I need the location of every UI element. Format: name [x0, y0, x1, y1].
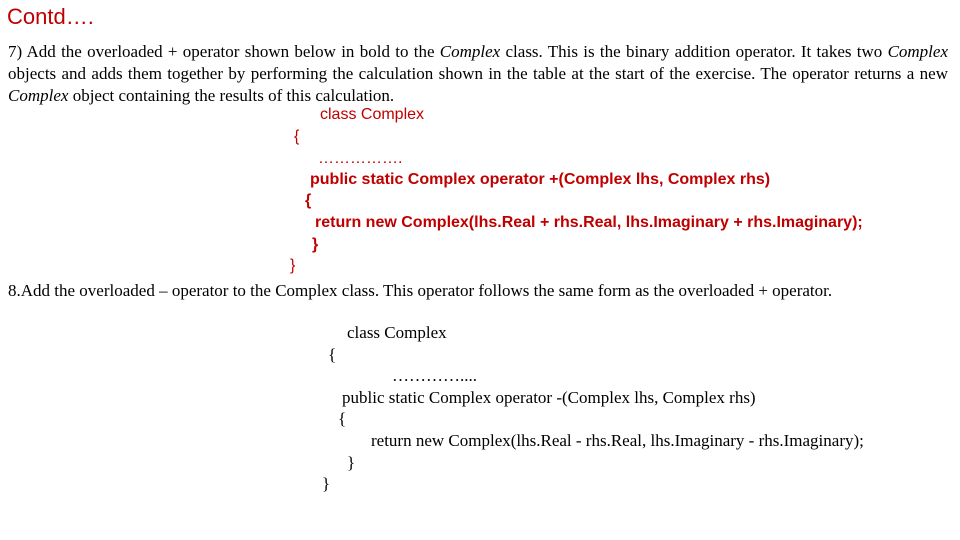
code8-open-brace: { — [328, 345, 337, 364]
code7-method-close-brace: } — [312, 236, 319, 253]
code7-open-brace: { — [294, 128, 300, 145]
code8-close-brace: } — [322, 474, 331, 493]
code7-close-brace: } — [290, 257, 296, 274]
code8-class-decl: class Complex — [347, 323, 447, 342]
code7-class-decl: class Complex — [320, 106, 425, 123]
code8-method-close-brace: } — [347, 453, 356, 472]
instruction-8: 8.Add the overloaded – operator to the Complex class. This operator follows the same form as the overloaded + operator. — [8, 281, 833, 300]
instruction-7-emph-1: Complex — [439, 42, 501, 61]
code7-ellipsis: ……………. — [318, 150, 403, 167]
code8-method-open-brace: { — [338, 409, 347, 428]
instruction-7 — [8, 41, 948, 107]
instruction-7-text-d: object containing the results of this calculation. — [68, 86, 395, 105]
code8-ellipsis: ………….... — [392, 366, 477, 385]
code7-method-body: return new Complex(lhs.Real + rhs.Real, lhs.Imaginary + rhs.Imaginary); — [315, 214, 863, 231]
slide-title: Contd…. — [7, 4, 94, 29]
code7-method-open-brace: { — [305, 192, 312, 209]
instruction-7-emph-3: Complex — [8, 86, 69, 105]
instruction-7-emph-2: Complex — [887, 42, 948, 61]
code7-method-signature: public static Complex operator +(Complex lhs, Complex rhs) — [310, 171, 771, 188]
code8-method-body: return new Complex(lhs.Real - rhs.Real, lhs.Imaginary - rhs.Imaginary); — [371, 431, 864, 450]
instruction-7-text-a: 7) Add the overloaded + operator shown below in bold to the — [8, 42, 440, 61]
code8-method-signature: public static Complex operator -(Complex lhs, Complex rhs) — [342, 388, 756, 407]
instruction-7-text-c: objects and adds them together by performing the calculation shown in the table at the start of the exercise. The operator returns a new — [8, 64, 948, 83]
instruction-7-text-b: class. This is the binary addition operator. It takes two — [500, 42, 888, 61]
